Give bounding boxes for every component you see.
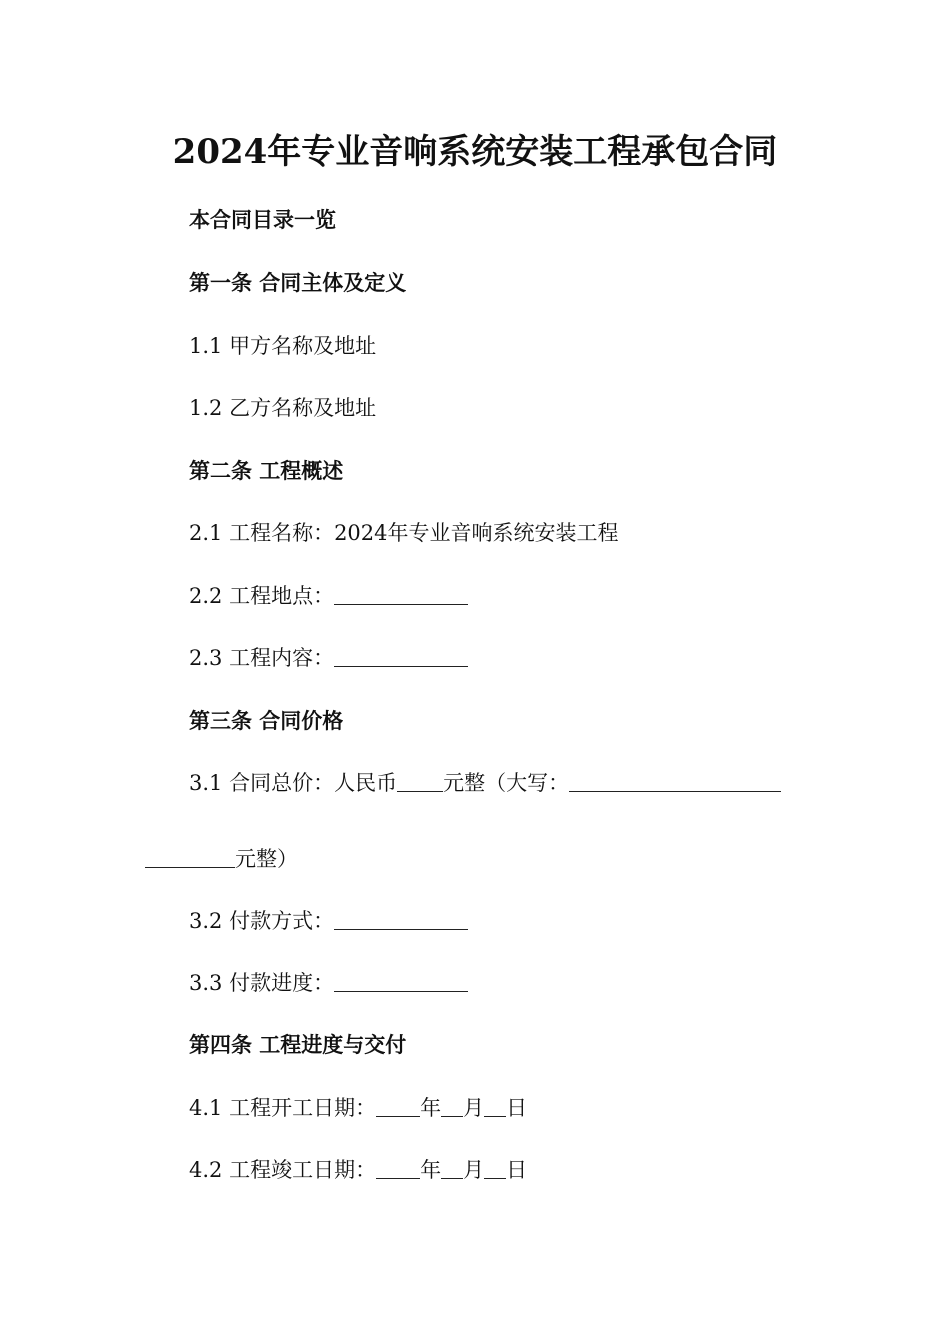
item-4-1 — [189, 1094, 527, 1122]
month-label: 月 — [463, 1158, 485, 1182]
item-4-2 — [189, 1156, 527, 1184]
item-3-1 — [189, 769, 781, 797]
day-label: 日 — [506, 1096, 528, 1120]
item-1-1: 1.1 甲方名称及地址 — [189, 334, 377, 358]
fill-blank-project-location[interactable] — [334, 582, 468, 605]
year-label: 年 — [420, 1096, 442, 1120]
fill-blank-start-month[interactable] — [441, 1094, 463, 1117]
item-2-3-label: 2.3 工程内容： — [189, 646, 335, 670]
item-2-2 — [189, 582, 468, 610]
fill-blank-project-content[interactable] — [334, 644, 468, 667]
item-3-2 — [189, 907, 468, 935]
day-label: 日 — [506, 1158, 528, 1182]
item-2-1: 2.1 工程名称：2024年专业音响系统安装工程 — [189, 521, 619, 545]
month-label: 月 — [463, 1096, 485, 1120]
fill-blank-total-price[interactable] — [397, 769, 443, 792]
item-3-3-label: 3.3 付款进度： — [189, 971, 335, 995]
item-3-3 — [189, 969, 468, 997]
fill-blank-end-year[interactable] — [376, 1156, 420, 1179]
toc-heading: 本合同目录一览 — [189, 207, 336, 232]
year-label: 年 — [420, 1158, 442, 1182]
fill-blank-payment-schedule[interactable] — [334, 969, 468, 992]
item-1-2: 1.2 乙方名称及地址 — [189, 396, 377, 420]
item-3-2-label: 3.2 付款方式： — [189, 909, 335, 933]
item-3-1-end: 元整） — [235, 847, 298, 871]
article-3-heading: 第三条 合同价格 — [189, 708, 344, 733]
fill-blank-payment-method[interactable] — [334, 907, 468, 930]
fill-blank-price-uppercase-cont[interactable] — [145, 845, 235, 868]
document-title: 2024年专业音响系统安装工程承包合同 — [172, 132, 778, 172]
item-4-1-label: 4.1 工程开工日期： — [189, 1096, 377, 1120]
fill-blank-end-month[interactable] — [441, 1156, 463, 1179]
fill-blank-start-year[interactable] — [376, 1094, 420, 1117]
item-2-3 — [189, 644, 468, 672]
item-3-1-continued — [145, 845, 298, 873]
article-1-heading: 第一条 合同主体及定义 — [189, 270, 407, 295]
item-3-1-label: 3.1 合同总价：人民币 — [189, 771, 398, 795]
item-2-2-label: 2.2 工程地点： — [189, 584, 335, 608]
article-2-heading: 第二条 工程概述 — [189, 458, 344, 483]
article-4-heading: 第四条 工程进度与交付 — [189, 1032, 407, 1057]
item-3-1-mid: 元整（大写： — [443, 771, 570, 795]
fill-blank-end-day[interactable] — [484, 1156, 506, 1179]
fill-blank-price-uppercase[interactable] — [569, 769, 781, 792]
fill-blank-start-day[interactable] — [484, 1094, 506, 1117]
item-4-2-label: 4.2 工程竣工日期： — [189, 1158, 377, 1182]
